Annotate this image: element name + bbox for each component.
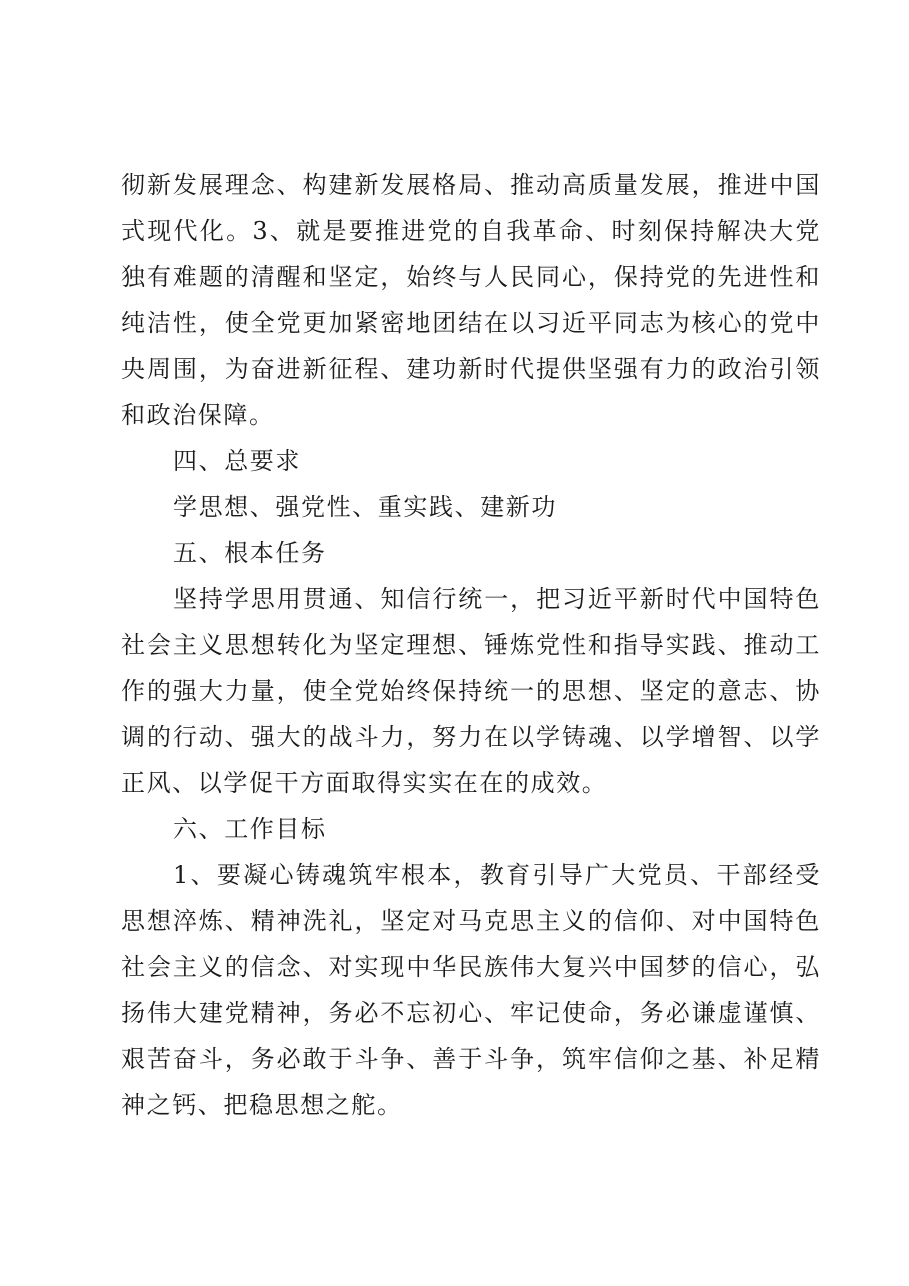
paragraph-general-requirements: 学思想、强党性、重实践、建新功 xyxy=(173,493,557,521)
document-body xyxy=(121,162,821,1128)
paragraph-fundamental-task: 坚持学思用贯通、知信行统一，把习近平新时代中国特色社会主义思想转化为坚定理想、锤炼党性和指导实践、推动工作的强大力量，使全党始终保持统一的思想、坚定的意志、协调的行动、强大的战斗力，努力在以学铸魂、以学增智、以学正风、以学促干方面取得实实在在的成效。 xyxy=(121,585,821,797)
heading-general-requirements: 四、总要求 xyxy=(173,447,301,475)
paragraph-continuation: 彻新发展理念、构建新发展格局、推动高质量发展，推进中国式现代化。3、就是要推进党的自我革命、时刻保持解决大党独有难题的清醒和坚定，始终与人民同心，保持党的先进性和纯洁性，使全党更加紧密地团结在以习近平同志为核心的党中央周围，为奋进新征程、建功新时代提供坚强有力的政治引领和政治保障。 xyxy=(121,171,821,429)
paragraph-work-goal-1: 1、要凝心铸魂筑牢根本，教育引导广大党员、干部经受思想淬炼、精神洗礼，坚定对马克思主义的信仰、对中国特色社会主义的信念、对实现中华民族伟大复兴中国梦的信心，弘扬伟大建党精神，务必不忘初心、牢记使命，务必谦虚谨慎、艰苦奋斗，务必敢于斗争、善于斗争，筑牢信仰之基、补足精神之钙、把稳思想之舵。 xyxy=(121,861,821,1119)
heading-fundamental-task: 五、根本任务 xyxy=(173,539,327,567)
heading-work-goals: 六、工作目标 xyxy=(173,815,327,843)
